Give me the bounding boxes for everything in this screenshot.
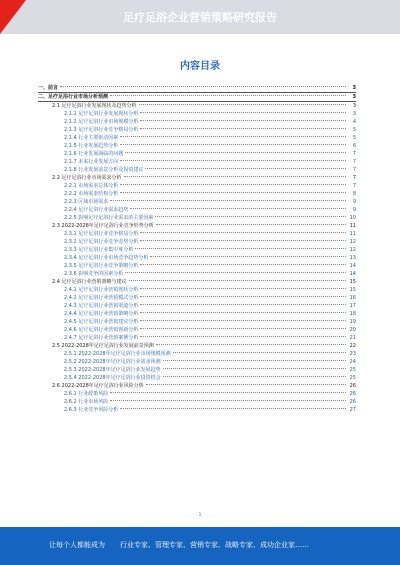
toc-entry-page: 26 bbox=[349, 391, 356, 397]
toc-entry-text: 2.3.6 影响竞争的因素分析 bbox=[64, 271, 124, 277]
toc-entry-page: 7 bbox=[352, 175, 356, 181]
toc-entry[interactable] bbox=[38, 318, 356, 326]
toc-leader-dots bbox=[140, 232, 346, 233]
toc-entry-text: 二、足疗足浴行业市场分析预测 bbox=[38, 94, 109, 100]
toc-leader-dots bbox=[124, 176, 346, 177]
toc-leader-dots bbox=[140, 312, 346, 313]
toc-entry-text: 2.5.4 2022-2028年足疗足浴行业投资机会 bbox=[64, 375, 161, 381]
toc-entry[interactable] bbox=[38, 278, 356, 286]
toc-entry-text: 2.1.8 行业发展前景分析及投资建议 bbox=[64, 167, 144, 173]
toc-entry[interactable] bbox=[38, 270, 356, 278]
report-header bbox=[0, 0, 400, 34]
toc-entry-text: 2.6 2022-2028年足疗足浴行业风险分析 bbox=[52, 383, 144, 389]
toc-entry-page: 26 bbox=[349, 399, 356, 405]
toc-leader-dots bbox=[155, 216, 346, 217]
toc-title: 内容目录 bbox=[180, 61, 220, 72]
toc-leader-dots bbox=[120, 144, 346, 145]
page-footer bbox=[0, 527, 400, 565]
toc-entry-text: 2.4.3 足疗足浴行业营销渠道分析 bbox=[64, 303, 139, 309]
toc-entry-page: 11 bbox=[349, 231, 356, 237]
toc-entry-text: 2.1 足疗足浴行业发展现状及趋势分析 bbox=[52, 103, 137, 109]
toc-leader-dots bbox=[125, 152, 346, 153]
toc-entry[interactable] bbox=[38, 158, 356, 166]
toc-entry[interactable] bbox=[38, 262, 356, 270]
toc-entry-page: 21 bbox=[349, 335, 356, 341]
toc-entry[interactable] bbox=[38, 326, 356, 334]
toc-entry-text: 2.1.4 行业主要驱动因素 bbox=[64, 135, 119, 141]
toc-entry[interactable] bbox=[38, 398, 356, 406]
toc-leader-dots bbox=[110, 400, 346, 401]
toc-leader-dots bbox=[173, 352, 346, 353]
toc-entry[interactable] bbox=[38, 286, 356, 294]
toc-leader-dots bbox=[120, 160, 346, 161]
toc-entry-text: 2.4.1 足疗足浴行业营销现状分析 bbox=[64, 287, 139, 293]
toc-leader-dots bbox=[146, 384, 346, 385]
toc-entry[interactable] bbox=[38, 294, 356, 302]
toc-entry[interactable] bbox=[38, 93, 356, 102]
page-number: 1 bbox=[198, 512, 202, 517]
toc-entry[interactable] bbox=[38, 198, 356, 206]
toc-leader-dots bbox=[140, 288, 346, 289]
toc-entry-text: 2.6.2 行业市场风险 bbox=[64, 399, 109, 405]
toc-leader-dots bbox=[125, 272, 346, 273]
toc-leader-dots bbox=[120, 192, 346, 193]
toc-entry-text: 2.4.2 足疗足浴行业营销模式分析 bbox=[64, 295, 139, 301]
toc-entry-page: 15 bbox=[349, 287, 356, 293]
toc-leader-dots bbox=[140, 112, 346, 113]
toc-entry-text: 2.2.4 足疗足浴行业需求趋势 bbox=[64, 207, 129, 213]
toc-entry[interactable] bbox=[38, 222, 356, 230]
toc-entry-page: 27 bbox=[349, 407, 356, 413]
toc-entry-text: 一、前言 bbox=[38, 85, 59, 91]
toc-entry-text: 2.3.4 足疗足浴行业市场竞争趋势分析 bbox=[64, 255, 149, 261]
toc-entry-page: 6 bbox=[352, 143, 356, 149]
toc-entry-text: 2.1.3 足疗足浴行业竞争格局分析 bbox=[64, 127, 139, 133]
toc-entry-page: 25 bbox=[349, 375, 356, 381]
toc-entry[interactable] bbox=[38, 182, 356, 190]
toc-entry-page: 7 bbox=[352, 167, 356, 173]
toc-entry-text: 2.3 2022-2028年足疗足浴行业竞争形势分析 bbox=[52, 223, 154, 229]
toc-entry-page: 10 bbox=[349, 215, 356, 221]
toc-entry[interactable] bbox=[38, 366, 356, 374]
toc-leader-dots bbox=[129, 280, 346, 281]
toc-leader-dots bbox=[140, 336, 346, 337]
toc-entry[interactable] bbox=[38, 84, 356, 93]
toc-leader-dots bbox=[130, 208, 346, 209]
toc-entry[interactable] bbox=[38, 166, 356, 174]
toc-entry[interactable] bbox=[38, 102, 356, 110]
toc-entry[interactable] bbox=[38, 302, 356, 310]
toc-entry-page: 7 bbox=[352, 183, 356, 189]
toc-leader-dots bbox=[140, 328, 346, 329]
toc-entry-page: 3 bbox=[352, 85, 356, 91]
toc-entry-page: 7 bbox=[352, 159, 356, 165]
toc-entry[interactable] bbox=[38, 214, 356, 222]
toc-entry-page: 16 bbox=[349, 295, 356, 301]
table-of-contents bbox=[38, 84, 356, 414]
toc-entry-page: 23 bbox=[349, 351, 356, 357]
toc-leader-dots bbox=[150, 256, 346, 257]
toc-entry-page: 12 bbox=[349, 239, 356, 245]
toc-entry[interactable] bbox=[38, 374, 356, 382]
toc-entry-page: 17 bbox=[349, 303, 356, 309]
toc-leader-dots bbox=[163, 376, 346, 377]
toc-entry-text: 2.3.5 足疗足浴行业竞争策略分析 bbox=[64, 263, 139, 269]
toc-entry[interactable] bbox=[38, 382, 356, 390]
toc-leader-dots bbox=[140, 320, 346, 321]
toc-leader-dots bbox=[140, 240, 346, 241]
toc-entry[interactable] bbox=[38, 118, 356, 126]
toc-entry[interactable] bbox=[38, 126, 356, 134]
toc-entry-page: 12 bbox=[349, 247, 356, 253]
toc-entry-text: 2.1.6 行业发展面临的问题 bbox=[64, 151, 124, 157]
toc-entry-text: 2.6.1 行业政策风险 bbox=[64, 391, 109, 397]
toc-entry-text: 2.6.3 行业竞争风险分析 bbox=[64, 407, 119, 413]
toc-leader-dots bbox=[110, 95, 346, 96]
toc-entry[interactable] bbox=[38, 134, 356, 142]
toc-entry[interactable] bbox=[38, 310, 356, 318]
toc-entry-page: 11 bbox=[349, 223, 356, 229]
toc-entry[interactable] bbox=[38, 358, 356, 366]
toc-entry[interactable] bbox=[38, 190, 356, 198]
toc-entry-page: 7 bbox=[352, 151, 356, 157]
toc-entry-text: 2.1.2 足疗足浴行业市场规模分析 bbox=[64, 119, 139, 125]
toc-entry-text: 2.3.2 足疗足浴行业竞争态势分析 bbox=[64, 239, 139, 245]
toc-entry-page: 9 bbox=[352, 199, 356, 205]
toc-entry-text: 2.2.5 影响足疗足浴行业需求的主要因素 bbox=[64, 215, 154, 221]
toc-entry[interactable] bbox=[38, 206, 356, 214]
toc-entry-page: 14 bbox=[349, 263, 356, 269]
toc-entry[interactable] bbox=[38, 350, 356, 358]
toc-entry-text: 2.4.6 足疗足浴行业营销创新分析 bbox=[64, 327, 139, 333]
toc-entry[interactable] bbox=[38, 142, 356, 150]
toc-entry-page: 26 bbox=[349, 383, 356, 389]
toc-entry-page: 3 bbox=[352, 103, 356, 109]
toc-entry-text: 2.5.3 2022-2028年足疗足浴行业发展趋势 bbox=[64, 367, 161, 373]
toc-entry[interactable] bbox=[38, 342, 356, 350]
toc-entry-text: 2.1.5 行业发展趋势分析 bbox=[64, 143, 119, 149]
toc-leader-dots bbox=[140, 128, 346, 129]
toc-entry-text: 2.5.2 2022-2028年足疗足浴行业需求预测 bbox=[64, 359, 161, 365]
toc-entry-text: 2.2.1 市场需求总体分析 bbox=[64, 183, 119, 189]
toc-entry-text: 2.4 足疗足浴行业营销策略与建议 bbox=[52, 279, 127, 285]
toc-entry[interactable] bbox=[38, 238, 356, 246]
toc-entry-text: 2.2 足疗足浴行业市场需求分析 bbox=[52, 175, 122, 181]
toc-leader-dots bbox=[156, 344, 346, 345]
toc-leader-dots bbox=[163, 360, 346, 361]
toc-entry-text: 2.3.1 足疗足浴行业竞争格局分析 bbox=[64, 231, 139, 237]
toc-entry-page: 19 bbox=[349, 319, 356, 325]
toc-leader-dots bbox=[120, 184, 346, 185]
toc-entry-page: 5 bbox=[352, 127, 356, 133]
toc-leader-dots bbox=[120, 136, 346, 137]
toc-leader-dots bbox=[139, 104, 346, 105]
toc-entry-text: 2.3.3 足疗足浴行业集中度分析 bbox=[64, 247, 134, 253]
toc-entry[interactable] bbox=[38, 390, 356, 398]
toc-entry-page: 25 bbox=[349, 367, 356, 373]
footer-slogan-right: 行业专家、管理专家、营销专家、战略专家、成功企业家…… bbox=[120, 541, 309, 549]
toc-leader-dots bbox=[140, 304, 346, 305]
toc-leader-dots bbox=[135, 248, 346, 249]
toc-leader-dots bbox=[60, 86, 346, 87]
toc-entry-page: 3 bbox=[352, 111, 356, 117]
toc-entry-page: 18 bbox=[349, 311, 356, 317]
toc-entry-page: 14 bbox=[349, 271, 356, 277]
toc-leader-dots bbox=[110, 392, 346, 393]
toc-leader-dots bbox=[140, 120, 346, 121]
toc-leader-dots bbox=[145, 168, 346, 169]
toc-entry-text: 2.2.2 市场需求结构分析 bbox=[64, 191, 119, 197]
report-title: 足疗足浴企业营销策略研究报告 bbox=[123, 11, 277, 24]
toc-leader-dots bbox=[156, 224, 346, 225]
toc-entry-page: 20 bbox=[349, 327, 356, 333]
toc-leader-dots bbox=[110, 200, 346, 201]
toc-entry[interactable] bbox=[38, 246, 356, 254]
toc-entry-page: 15 bbox=[349, 279, 356, 285]
toc-entry-page: 8 bbox=[352, 191, 356, 197]
toc-leader-dots bbox=[120, 408, 346, 409]
toc-entry-text: 2.1.1 足疗足浴行业发展现状分析 bbox=[64, 111, 139, 117]
toc-entry-page: 4 bbox=[352, 119, 356, 125]
toc-leader-dots bbox=[140, 296, 346, 297]
toc-entry[interactable] bbox=[38, 150, 356, 158]
toc-entry[interactable] bbox=[38, 230, 356, 238]
toc-entry-text: 2.2.3 区域市场需求 bbox=[64, 199, 109, 205]
toc-entry-page: 5 bbox=[352, 135, 356, 141]
toc-entry-page: 13 bbox=[349, 255, 356, 261]
footer-slogan-left: 让每个人都能成为 bbox=[49, 541, 105, 549]
toc-entry-text: 2.5.1 2022-2028年足疗足浴行业市场规模预测 bbox=[64, 351, 171, 357]
toc-entry[interactable] bbox=[38, 110, 356, 118]
toc-entry[interactable] bbox=[38, 254, 356, 262]
toc-entry-page: 22 bbox=[349, 343, 356, 349]
toc-entry-page: 9 bbox=[352, 207, 356, 213]
toc-entry-text: 2.4.4 足疗足浴行业营销策略分析 bbox=[64, 311, 139, 317]
toc-entry-text: 2.4.5 足疗足浴行业营销建议分析 bbox=[64, 319, 139, 325]
toc-leader-dots bbox=[140, 264, 346, 265]
toc-entry-page: 24 bbox=[349, 359, 356, 365]
toc-entry[interactable] bbox=[38, 174, 356, 182]
toc-entry[interactable] bbox=[38, 406, 356, 414]
toc-entry[interactable] bbox=[38, 334, 356, 342]
toc-entry-text: 2.5 2022-2028年足疗足浴行业发展前景预测 bbox=[52, 343, 154, 349]
toc-entry-page: 3 bbox=[352, 94, 356, 100]
toc-entry-text: 2.4.7 足疗足浴行业营销案例分析 bbox=[64, 335, 139, 341]
toc-entry-text: 2.1.7 未来行业发展方向 bbox=[64, 159, 119, 165]
toc-leader-dots bbox=[163, 368, 346, 369]
